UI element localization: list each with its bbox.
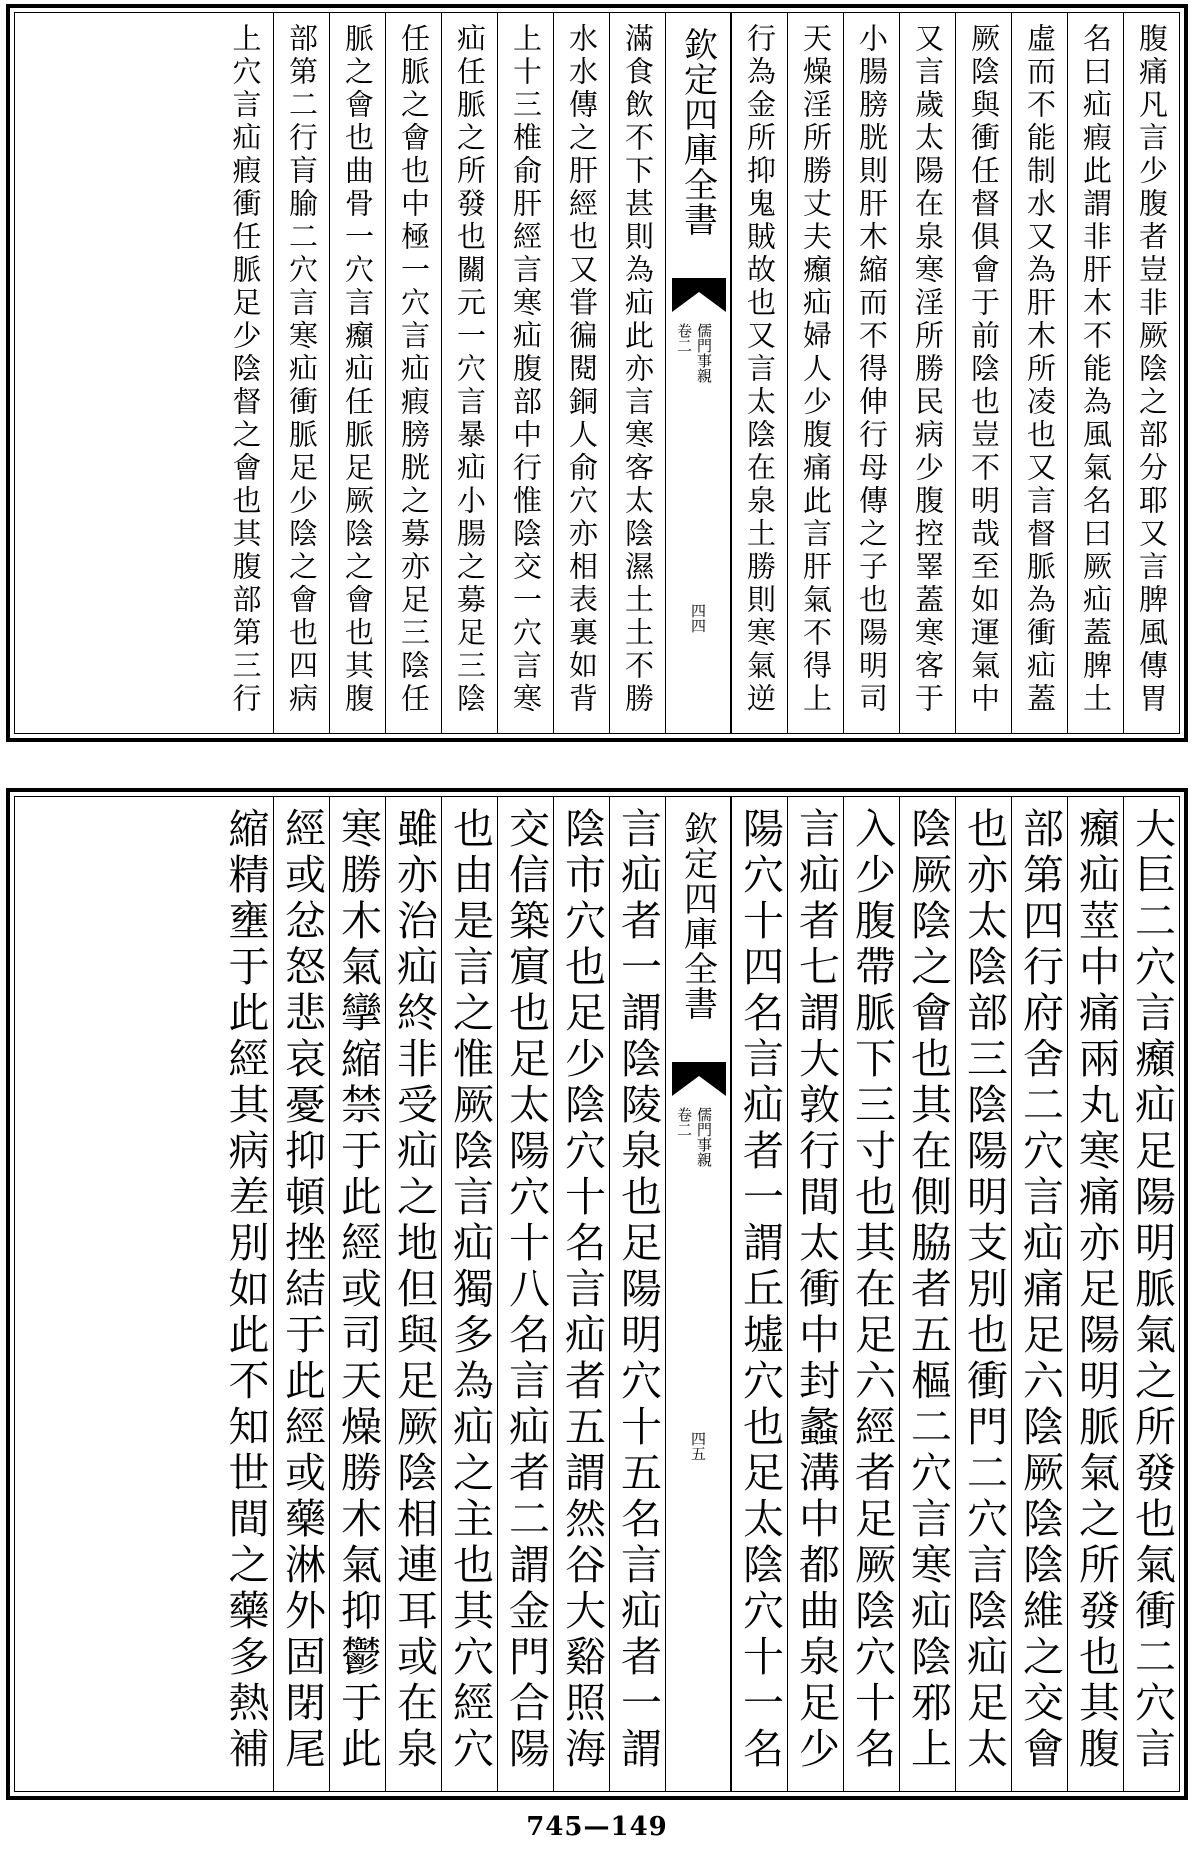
library-title: 欽定四庫全書 <box>677 27 718 237</box>
column-text: 脈之會也曲骨一穴言㿗疝任脈足厥陰之會也其腹 <box>341 23 375 716</box>
page-number: 四四 <box>689 603 707 633</box>
text-column <box>955 13 1011 733</box>
column-text: 虛而不能制水又為肝木所凌也又言督脈為衝疝蓋 <box>1023 23 1057 716</box>
column-text: 腹痛凡言少腹者豈非厥陰之部分耶又言脾風傳胃 <box>1135 23 1169 716</box>
text-column <box>273 13 329 733</box>
center-margin <box>665 13 731 733</box>
text-column <box>553 13 609 733</box>
print-reference-number: 745—149 <box>526 1812 668 1842</box>
book-title: 儒門事親 <box>695 1107 713 1167</box>
column-text: 上十三椎俞肝經言寒疝腹部中行惟陰交一穴言寒 <box>509 23 543 716</box>
page-top-frame <box>14 12 1180 734</box>
page-top <box>6 4 1188 742</box>
column-text: 雖亦治疝終非受疝之地但與足厥陰相連耳或在泉 <box>390 807 438 1773</box>
text-column <box>385 797 441 1791</box>
book-title: 儒門事親 <box>695 323 713 383</box>
text-column <box>497 797 553 1791</box>
column-text: 水水傳之肝經也又甞徧閱銅人俞穴亦相表裏如背 <box>565 23 599 716</box>
column-text: 㿗疝莖中痛兩丸寒痛亦足陽明脈氣之所發也其腹 <box>1072 807 1120 1773</box>
text-column <box>1067 13 1123 733</box>
column-text: 言疝者一謂陰陵泉也足陽明穴十五名言疝者一謂 <box>614 807 662 1773</box>
text-column <box>609 797 665 1791</box>
text-column <box>329 13 385 733</box>
column-text: 疝任脈之所發也關元一穴言暴疝小腸之募足三陰 <box>453 23 487 716</box>
column-text: 經或忿怒悲哀憂抑頓挫結于此經或藥淋外固閉尾 <box>278 807 326 1773</box>
column-text: 厥陰與衝任督俱會于前陰也豈不明哉至如運氣中 <box>967 23 1001 716</box>
text-column <box>217 797 273 1791</box>
text-column <box>843 797 899 1791</box>
column-text: 名曰疝瘕此謂非肝木不能為風氣名曰厥疝蓋脾土 <box>1079 23 1113 716</box>
column-text: 陰市穴也足少陰穴十名言疝者五謂然谷大谿照海 <box>558 807 606 1773</box>
text-column <box>1011 13 1067 733</box>
column-text: 交信築賔也足太陽穴十八名言疝者二謂金門合陽 <box>502 807 550 1773</box>
text-column <box>217 13 273 733</box>
column-text: 又言歲太陽在泉寒淫所勝民病少腹控睪蓋寒客于 <box>911 23 945 716</box>
text-column <box>385 13 441 733</box>
column-text: 上穴言疝瘕衝任脈足少陰督之會也其腹部第三行 <box>228 23 263 716</box>
column-text: 任脈之會也中極一穴言疝瘕膀胱之募亦足三陰任 <box>397 23 431 716</box>
column-text: 小腸膀胱則肝木縮而不得伸行母傳之子也陽明司 <box>855 23 889 716</box>
column-text: 寒勝木氣攣縮禁于此經或司天燥勝木氣抑鬱于此 <box>334 807 382 1773</box>
column-text: 滿食飲不下甚則為疝此亦言寒客太陰濕土土不勝 <box>621 23 655 716</box>
text-column <box>1011 797 1067 1791</box>
text-column <box>1123 13 1179 733</box>
column-text: 入少腹帶脈下三寸也其在足六經者足厥陰穴十名 <box>848 807 896 1773</box>
fishtail-mark-icon <box>672 278 726 312</box>
volume-label: 卷二 <box>675 323 693 353</box>
text-column <box>899 797 955 1791</box>
text-column <box>787 13 843 733</box>
text-column <box>787 797 843 1791</box>
column-text: 大巨二穴言㿗疝足陽明脈氣之所發也氣衝二穴言 <box>1128 807 1176 1773</box>
text-column <box>273 797 329 1791</box>
volume-label: 卷二 <box>675 1107 693 1137</box>
text-column <box>1067 797 1123 1791</box>
text-column <box>899 13 955 733</box>
page-bottom-frame <box>14 796 1180 1792</box>
page-number: 四五 <box>689 1431 707 1461</box>
text-column <box>497 13 553 733</box>
text-column <box>441 797 497 1791</box>
text-column <box>843 13 899 733</box>
fishtail-mark-icon <box>672 1062 726 1096</box>
text-column <box>553 797 609 1791</box>
column-text: 也由是言之惟厥陰言疝獨多為疝之主也其穴經穴 <box>446 807 494 1773</box>
library-title: 欽定四庫全書 <box>677 811 718 1021</box>
text-column <box>731 797 787 1791</box>
column-text: 言疝者七謂大敦行間太衝中封蠡溝中都曲泉足少 <box>792 807 840 1773</box>
text-column <box>955 797 1011 1791</box>
text-column <box>731 13 787 733</box>
text-column <box>1123 797 1179 1791</box>
column-text: 也亦太陰部三陰陽明支別也衝門二穴言陰疝足太 <box>960 807 1008 1773</box>
text-column <box>329 797 385 1791</box>
column-text: 部第二行肓腧二穴言寒疝衝脈足少陰之會也四病 <box>285 23 319 716</box>
page-bottom <box>6 788 1188 1800</box>
text-column <box>441 13 497 733</box>
center-margin <box>665 797 731 1791</box>
column-text: 行為金所抑鬼賊故也又言太陰在泉土勝則寒氣逆 <box>743 23 777 716</box>
column-text: 陰厥陰之會也其在側脇者五樞二穴言寒疝陰邪上 <box>904 807 952 1773</box>
column-text: 縮精壅于此經其病差別如此不知世間之藥多熱補 <box>221 807 270 1773</box>
column-text: 部第四行府舍二穴言疝痛足六陰厥陰陰維之交會 <box>1016 807 1064 1773</box>
text-column <box>609 13 665 733</box>
column-text: 天燥淫所勝丈夫㿗疝婦人少腹痛此言肝氣不得上 <box>799 23 833 716</box>
column-text: 陽穴十四名言疝者一謂丘墟穴也足太陰穴十一名 <box>736 807 784 1773</box>
